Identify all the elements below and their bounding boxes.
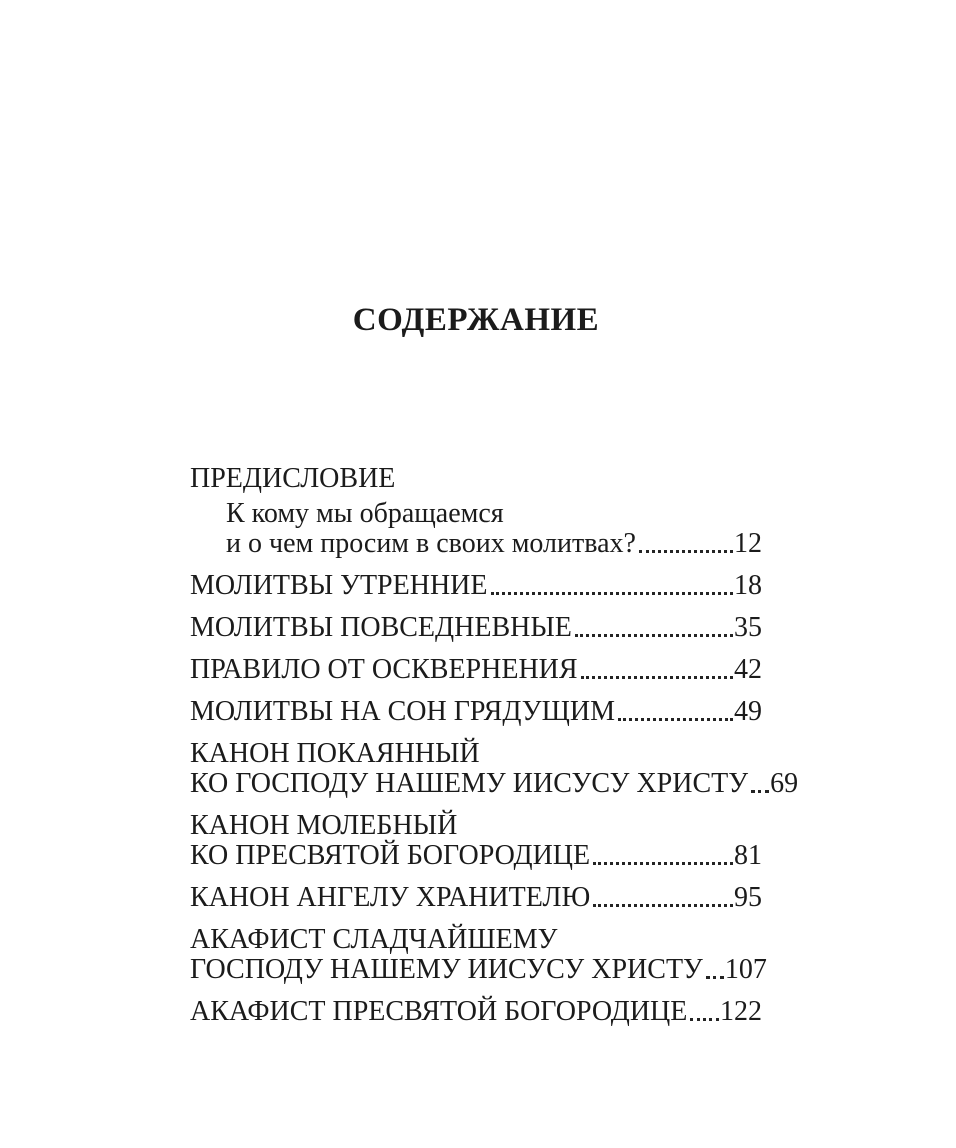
toc-line <box>190 954 767 985</box>
toc-line <box>190 883 762 913</box>
dot-leader <box>639 550 733 553</box>
toc-entry <box>190 655 762 685</box>
dot-leader <box>581 676 733 679</box>
page-number: 35 <box>734 612 762 643</box>
page-title: СОДЕРЖАНИЕ <box>352 302 600 338</box>
toc-list <box>190 463 799 1027</box>
toc-line <box>190 464 762 494</box>
toc-line <box>190 997 762 1027</box>
toc-line <box>190 529 762 559</box>
toc-line <box>190 655 762 685</box>
toc-line <box>190 499 762 529</box>
toc-entry <box>190 571 762 601</box>
page-number: 107 <box>724 954 767 985</box>
toc-line <box>190 697 762 727</box>
page-number: 42 <box>734 654 762 685</box>
toc-entry <box>190 997 762 1027</box>
toc-line <box>190 925 762 955</box>
entry-text: ГОСПОДУ НАШЕМУ ИИСУСУ ХРИСТУ <box>190 954 703 985</box>
entry-text: МОЛИТВЫ ПОВСЕДНЕВНЫЕ <box>190 612 572 643</box>
page-number: 81 <box>734 840 762 871</box>
page-number: 49 <box>734 696 762 727</box>
toc-entry <box>190 738 799 799</box>
entry-text: МОЛИТВЫ НА СОН ГРЯДУЩИМ <box>190 696 615 727</box>
dot-leader <box>706 976 724 979</box>
entry-text: К кому мы обращаемся <box>226 498 504 529</box>
toc-entry <box>190 883 762 913</box>
entry-text: КО ПРЕСВЯТОЙ БОГОРОДИЦЕ <box>190 840 591 871</box>
dot-leader <box>690 1018 719 1021</box>
dot-leader <box>593 862 733 865</box>
page-number: 95 <box>734 882 762 913</box>
page-number: 18 <box>734 570 762 601</box>
toc-entry <box>190 464 762 559</box>
toc-entry <box>190 924 767 985</box>
page-number: 69 <box>770 768 799 799</box>
toc-line <box>190 841 762 871</box>
entry-text: АКАФИСТ ПРЕСВЯТОЙ БОГОРОДИЦЕ <box>190 996 688 1027</box>
page-number: 122 <box>720 996 762 1027</box>
entry-text: АКАФИСТ СЛАДЧАЙШЕМУ <box>190 924 558 955</box>
toc-line <box>190 739 762 769</box>
entry-text: КО ГОСПОДУ НАШЕМУ ИИСУСУ ХРИСТУ <box>190 768 749 799</box>
dot-leader <box>618 718 733 721</box>
toc-entry <box>190 613 762 643</box>
toc-line <box>190 768 799 799</box>
dot-leader <box>491 592 734 595</box>
toc-entry <box>190 697 762 727</box>
toc-line <box>190 811 762 841</box>
entry-text: КАНОН МОЛЕБНЫЙ <box>190 810 458 841</box>
entry-text: МОЛИТВЫ УТРЕННИЕ <box>190 570 488 601</box>
entry-text: и о чем просим в своих молитвах? <box>226 528 636 559</box>
entry-text: ПРЕДИСЛОВИЕ <box>190 463 396 494</box>
page-number: 12 <box>734 528 762 559</box>
toc-entry <box>190 811 762 871</box>
entry-text: КАНОН АНГЕЛУ ХРАНИТЕЛЮ <box>190 882 591 913</box>
dot-leader <box>593 904 733 907</box>
dot-leader <box>575 634 733 637</box>
toc-line <box>190 571 762 601</box>
toc-line <box>190 613 762 643</box>
entry-text: КАНОН ПОКАЯННЫЙ <box>190 738 480 769</box>
dot-leader <box>751 790 769 793</box>
entry-text: ПРАВИЛО ОТ ОСКВЕРНЕНИЯ <box>190 654 578 685</box>
